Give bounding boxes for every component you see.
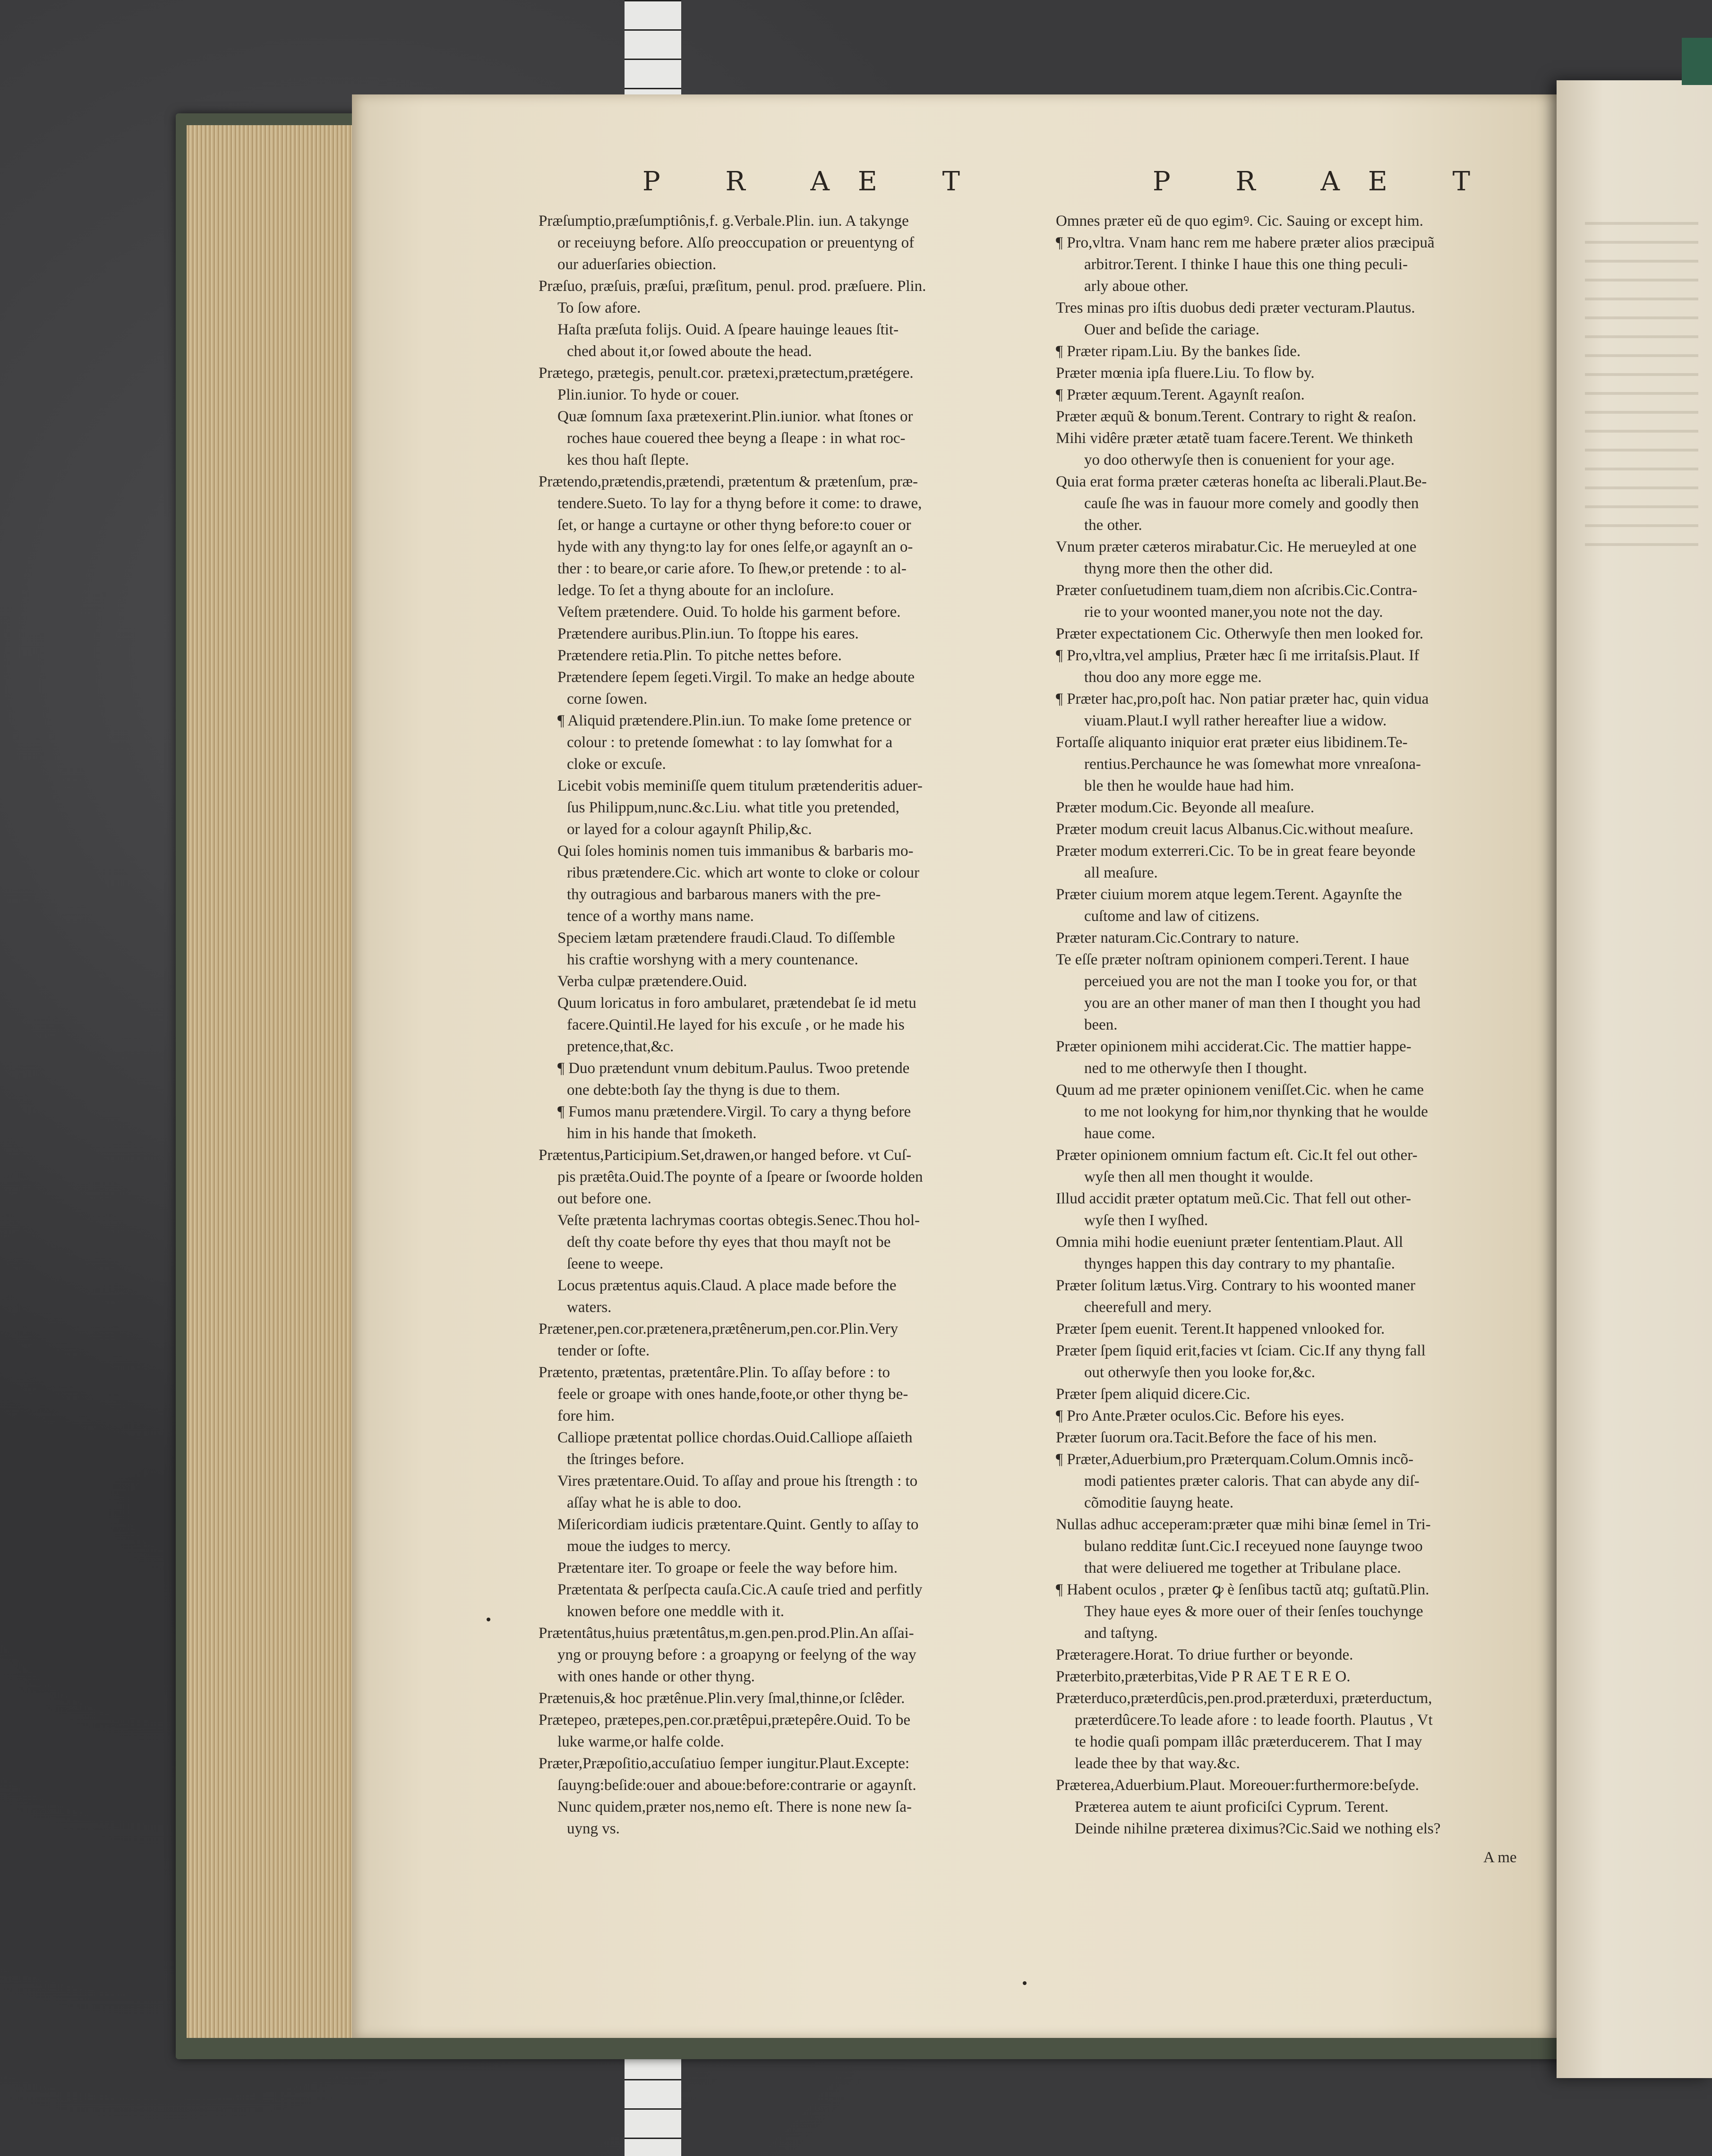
text-line: Mihi vidêre præter ætatẽ tuam facere.Terent. We thinketh (1056, 430, 1413, 447)
running-head-left: P R AE T (642, 166, 988, 197)
text-line: tender or ſofte. (557, 1342, 650, 1359)
text-line: ſeene to weepe. (567, 1255, 664, 1272)
text-line: ned to me otherwyſe then I thought. (1084, 1060, 1307, 1077)
text-line: yng or prouyng before : a groapyng or feelyng of the way (557, 1646, 916, 1663)
text-line: ledge. To ſet a thyng aboute for an incloſure. (557, 582, 834, 599)
text-line: Præſuo, præſuis, præſui, præſitum, penul. prod. præſuere. Plin. (539, 278, 926, 295)
text-line: feele or groape with ones hande,foote,or other thyng be- (557, 1386, 908, 1403)
text-line: Prætentare iter. To groape or feele the way before him. (557, 1559, 898, 1577)
text-line: Vires prætentare.Ouid. To aſſay and proue his ſtrength : to (557, 1473, 918, 1490)
text-line: Nullas adhuc acceperam:præter quæ mihi binæ ſemel in Tri- (1056, 1516, 1431, 1533)
text-line: Præter ſpem euenit. Terent.It happened vnlooked for. (1056, 1321, 1385, 1338)
text-line: and taſtyng. (1084, 1625, 1158, 1642)
scale-ruler-bottom (625, 2050, 681, 2156)
text-line: Prætentus,Participium.Set,drawen,or hanged before. vt Cuſ- (539, 1147, 912, 1164)
text-line: Verba culpæ prætendere.Ouid. (557, 973, 747, 990)
text-line: Te eſſe præter noſtram opinionem comperi.Terent. I haue (1056, 951, 1409, 968)
text-line: uyng vs. (567, 1820, 620, 1837)
text-line: corne ſowen. (567, 690, 648, 707)
bookmark-tab (1682, 38, 1712, 85)
text-line: Speciem lætam prætendere fraudi.Claud. To diſſemble (557, 929, 895, 946)
text-line: Præter ſpem ſiquid erit,facies vt ſciam. Cic.If any thyng fall (1056, 1342, 1426, 1359)
text-line: Calliope prætentat pollice chordas.Ouid.Calliope aſſaieth (557, 1429, 913, 1446)
text-line: ¶ Præter hac,pro,poſt hac. Non patiar præter hac, quin vidua (1056, 690, 1429, 707)
text-line: his craftie worshyng with a mery countenance. (567, 951, 858, 968)
text-line: Prætendere ſepem ſegeti.Virgil. To make an hedge aboute (557, 669, 915, 686)
text-line: Præter ciuium morem atque legem.Terent. Agaynſte the (1056, 886, 1402, 903)
text-line: aſſay what he is able to doo. (567, 1494, 742, 1511)
text-line: Præſumptio,præſumptiônis,f. g.Verbale.Plin. iun. A takynge (539, 213, 909, 230)
text-line: They haue eyes & more ouer of their ſenſes touchynge (1084, 1603, 1423, 1620)
text-line: Prætego, prætegis, penult.cor. prætexi,prætectum,prætégere. (539, 365, 914, 382)
text-line: Omnes præter eũ de quo egimꝰ. Cic. Sauing or except him. (1056, 213, 1423, 230)
text-line: ¶ Præter,Aduerbium,pro Præterquam.Colum.Omnis incõ- (1056, 1451, 1413, 1468)
text-line: thynges happen this day contrary to my phantaſie. (1084, 1255, 1395, 1272)
text-line: Prætendere retia.Plin. To pitche nettes before. (557, 647, 842, 664)
text-line: Præter æquũ & bonum.Terent. Contrary to right & reaſon. (1056, 408, 1416, 425)
text-line: ¶ Pro,vltra,vel amplius, Præter hæc ſi me irritaſsis.Plaut. If (1056, 647, 1420, 664)
text-line: præterdûcere.To leade afore : to leade foorth. Plautus , Vt (1075, 1712, 1433, 1729)
text-line: Quæ ſomnum ſaxa prætexerint.Plin.iunior. what ſtones or (557, 408, 913, 425)
text-line: deſt thy coate before thy eyes that thou mayſt not be (567, 1234, 891, 1251)
text-line: haue come. (1084, 1125, 1156, 1142)
text-line: Plin.iunior. To hyde or couer. (557, 386, 739, 403)
catchword: A me (1483, 1849, 1517, 1866)
text-line: ¶ Pro Ante.Præter oculos.Cic. Before his eyes. (1056, 1407, 1344, 1424)
text-line: Præter modum.Cic. Beyonde all meaſure. (1056, 799, 1315, 816)
left-column (539, 210, 1035, 1840)
text-line: facere.Quintil.He layed for his excuſe , or he made his (567, 1016, 905, 1033)
text-line: rie to your woonted maner,you note not the day. (1084, 604, 1383, 621)
text-line: ¶ Aliquid prætendere.Plin.iun. To make ſome pretence or (557, 712, 911, 729)
text-line: our aduerſaries obiection. (557, 256, 717, 273)
text-line: ¶ Præter æquum.Terent. Agaynſt reaſon. (1056, 386, 1305, 403)
text-line: viuam.Plaut.I wyll rather hereafter liue a widow. (1084, 712, 1387, 729)
text-line: cheerefull and mery. (1084, 1299, 1212, 1316)
text-line: te hodie quaſi pompam illâc præterducerem. That I may (1075, 1733, 1422, 1750)
text-line: bulano redditæ ſunt.Cic.I receyued none ſauynge twoo (1084, 1538, 1423, 1555)
text-line: to me not lookyng for him,nor thynking that he woulde (1084, 1103, 1428, 1120)
text-line: Quum loricatus in foro ambularet, prætendebat ſe id metu (557, 995, 916, 1012)
text-line: Haſta præſuta folijs. Ouid. A ſpeare hauinge leaues ſtit- (557, 321, 899, 338)
text-line: Veſte prætenta lachrymas coortas obtegis.Senec.Thou hol- (557, 1212, 920, 1229)
text-line: Præter ſpem aliquid dicere.Cic. (1056, 1386, 1250, 1403)
running-head-right: P R AE T (1153, 166, 1498, 197)
text-line: Nunc quidem,præter nos,nemo eſt. There is none new ſa- (557, 1798, 912, 1815)
text-line: Præter opinionem omnium factum eſt. Cic.It fel out other- (1056, 1147, 1418, 1164)
text-line: pis prætêta.Ouid.The poynte of a ſpeare or ſwoorde holden (557, 1168, 923, 1185)
text-line: pretence,that,&c. (567, 1038, 674, 1055)
text-line: Præterea,Aduerbium.Plaut. Moreouer:furthermore:beſyde. (1056, 1777, 1419, 1794)
text-line: Præterea autem te aiunt proficiſci Cyprum. Terent. (1075, 1798, 1389, 1815)
text-line: kes thou haſt ſlepte. (567, 452, 689, 469)
text-line: modi patientes præter caloris. That can abyde any diſ- (1084, 1473, 1420, 1490)
text-line: ¶ Præter ripam.Liu. By the bankes ſide. (1056, 343, 1301, 360)
text-line: Prætener,pen.cor.prætenera,prætênerum,pen.cor.Plin.Very (539, 1321, 899, 1338)
page-edges (187, 125, 354, 2038)
text-line: ched about it,or ſowed aboute the head. (567, 343, 812, 360)
text-line: perceiued you are not the man I tooke you for, or that (1084, 973, 1417, 990)
text-line: Præteragere.Horat. To driue further or beyonde. (1056, 1646, 1353, 1663)
text-line: out otherwyſe then you looke for,&c. (1084, 1364, 1315, 1381)
text-line: him in his hande that ſmoketh. (567, 1125, 757, 1142)
text-line: Deinde nihilne præterea diximus?Cic.Said we nothing els? (1075, 1820, 1441, 1837)
text-line: yo doo otherwyſe then is conuenient for your age. (1084, 452, 1395, 469)
facing-page (1557, 80, 1712, 2078)
text-line: ¶ Pro,vltra. Vnam hanc rem me habere præter alios præcipuã (1056, 234, 1435, 251)
text-line: Præter ſolitum lætus.Virg. Contrary to his woonted maner (1056, 1277, 1415, 1294)
text-line: cõmoditie ſauyng heate. (1084, 1494, 1234, 1511)
text-line: thyng more then the other did. (1084, 560, 1273, 577)
text-line: Quia erat forma præter cæteras honeſta ac liberali.Plaut.Be- (1056, 473, 1427, 490)
text-line: tendere.Sueto. To lay for a thyng before it come: to drawe, (557, 495, 922, 512)
text-line: Præterduco,præterdûcis,pen.prod.præterduxi, præterductum, (1056, 1690, 1432, 1707)
text-line: Locus prætentus aquis.Claud. A place made before the (557, 1277, 897, 1294)
text-line: Præter modum exterreri.Cic. To be in great feare beyonde (1056, 843, 1416, 860)
text-line: arbitror.Terent. I thinke I haue this one thing peculi- (1084, 256, 1408, 273)
text-line: Prætento, prætentas, prætentâre.Plin. To aſſay before : to (539, 1364, 890, 1381)
text-line: Prætentata & perſpecta cauſa.Cic.A cauſe tried and perfitly (557, 1581, 923, 1598)
text-line: Præter conſuetudinem tuam,diem non aſcribis.Cic.Contra- (1056, 582, 1418, 599)
text-line: or layed for a colour agaynſt Philip,&c. (567, 821, 812, 838)
text-line: wyſe then I wyſhed. (1084, 1212, 1208, 1229)
text-line: hyde with any thyng:to lay for ones ſelfe,or agaynſt an o- (557, 538, 913, 555)
text-line: Præterbito,præterbitas,Vide P R AE T E R E O. (1056, 1668, 1351, 1685)
text-line: Præter,Præpoſitio,accuſatiuo ſemper iungitur.Plaut.Excepte: (539, 1755, 910, 1772)
text-line: Illud accidit præter optatum meũ.Cic. That fell out other- (1056, 1190, 1412, 1207)
text-line: cuſtome and law of citizens. (1084, 908, 1260, 925)
text-line: you are an other maner of man then I thought you had (1084, 995, 1421, 1012)
text-line: Miſericordiam iudicis prætentare.Quint. Gently to aſſay to (557, 1516, 919, 1533)
text-line: fore him. (557, 1407, 615, 1424)
text-line: Præter expectationem Cic. Otherwyſe then men looked for. (1056, 625, 1424, 642)
text-line: luke warme,or halfe colde. (557, 1733, 724, 1750)
text-line: Prætentâtus,huius prætentâtus,m.gen.pen.prod.Plin.An aſſai- (539, 1625, 914, 1642)
text-line: out before one. (557, 1190, 651, 1207)
text-line: all meaſure. (1084, 864, 1158, 881)
text-line: Præter mœnia ipſa fluere.Liu. To flow by. (1056, 365, 1315, 382)
text-line: Tres minas pro iſtis duobus dedi præter vecturam.Plautus. (1056, 299, 1415, 316)
text-line: tence of a worthy mans name. (567, 908, 754, 925)
text-line: moue the iudges to mercy. (567, 1538, 731, 1555)
text-line: Fortaſſe aliquanto iniquior erat præter eius libidinem.Te- (1056, 734, 1408, 751)
text-line: waters. (567, 1299, 612, 1316)
text-line: ¶ Habent oculos , præter ꝙ è ſenſibus tactũ atq; guſtatũ.Plin. (1056, 1581, 1430, 1598)
text-line: Vnum præter cæteros mirabatur.Cic. He merueyled at one (1056, 538, 1417, 555)
text-line: Præter modum creuit lacus Albanus.Cic.without meaſure. (1056, 821, 1414, 838)
facing-page-bleed (1585, 222, 1698, 553)
text-line: ¶ Fumos manu prætendere.Virgil. To cary a thyng before (557, 1103, 911, 1120)
text-line: Qui ſoles hominis nomen tuis immanibus & barbaris mo- (557, 843, 914, 860)
text-line: rentius.Perchaunce he was ſomewhat more vnreaſona- (1084, 756, 1421, 773)
text-line: ble then he woulde haue had him. (1084, 777, 1294, 794)
text-line: Veſtem prætendere. Ouid. To holde his garment before. (557, 604, 901, 621)
text-line: thy outragious and barbarous maners with the pre- (567, 886, 881, 903)
text-line: cloke or excuſe. (567, 756, 666, 773)
text-line: Præter opinionem mihi acciderat.Cic. The mattier happe- (1056, 1038, 1412, 1055)
text-line: thou doo any more egge me. (1084, 669, 1262, 686)
text-line: Ouer and beſide the cariage. (1084, 321, 1260, 338)
ink-mark (1023, 1981, 1027, 1985)
text-line: ¶ Duo prætendunt vnum debitum.Paulus. Twoo pretende (557, 1060, 910, 1077)
text-line: ribus prætendere.Cic. which art wonte to cloke or colour (567, 864, 919, 881)
text-line: roches haue couered thee beyng a ſleape : in what roc- (567, 430, 906, 447)
text-line: ſet, or hange a curtayne or other thyng before:to couer or (557, 517, 911, 534)
text-line: wyſe then all men thought it woulde. (1084, 1168, 1313, 1185)
text-line: Licebit vobis meminiſſe quem titulum prætenderitis aduer- (557, 777, 923, 794)
text-line: Quum ad me præter opinionem veniſſet.Cic. when he came (1056, 1082, 1424, 1099)
text-line: Prætendo,prætendis,prætendi, prætentum & prætenſum, præ- (539, 473, 918, 490)
text-line: Prætenuis,& hoc prætênue.Plin.very ſmal,thinne,or ſclêder. (539, 1690, 905, 1707)
text-line: colour : to pretende ſomewhat : to lay ſomwhat for a (567, 734, 893, 751)
text-line: ſus Philippum,nunc.&c.Liu. what title you pretended, (567, 799, 899, 816)
text-line: Præter ſuorum ora.Tacit.Before the face of his men. (1056, 1429, 1377, 1446)
text-line: that were deliuered me together at Tribulane place. (1084, 1559, 1401, 1577)
text-line: been. (1084, 1016, 1118, 1033)
text-line: the other. (1084, 517, 1142, 534)
text-line: one debte:both ſay the thyng is due to them. (567, 1082, 840, 1099)
right-column (1056, 210, 1542, 1840)
text-line: with ones hande or other thyng. (557, 1668, 755, 1685)
text-line: leade thee by that way.&c. (1075, 1755, 1240, 1772)
text-line: the ſtringes before. (567, 1451, 685, 1468)
text-line: or receiuyng before. Alſo preoccupation or preuentyng of (557, 234, 915, 251)
text-line: Prætepeo, prætepes,pen.cor.prætêpui,prætepêre.Ouid. To be (539, 1712, 911, 1729)
text-line: cauſe ſhe was in fauour more comely and goodly then (1084, 495, 1419, 512)
text-line: To ſow afore. (557, 299, 641, 316)
text-line: Præter naturam.Cic.Contrary to nature. (1056, 929, 1300, 946)
ink-mark (487, 1618, 490, 1621)
text-line: Omnia mihi hodie eueniunt præter ſententiam.Plaut. All (1056, 1234, 1404, 1251)
text-line: arly aboue other. (1084, 278, 1189, 295)
text-line: ther : to beare,or carie afore. To ſhew,or pretende : to al- (557, 560, 907, 577)
text-line: Prætendere auribus.Plin.iun. To ſtoppe his eares. (557, 625, 859, 642)
text-line: knowen before one meddle with it. (567, 1603, 785, 1620)
text-line: ſauyng:beſide:ouer and aboue:before:contrarie or agaynſt. (557, 1777, 916, 1794)
